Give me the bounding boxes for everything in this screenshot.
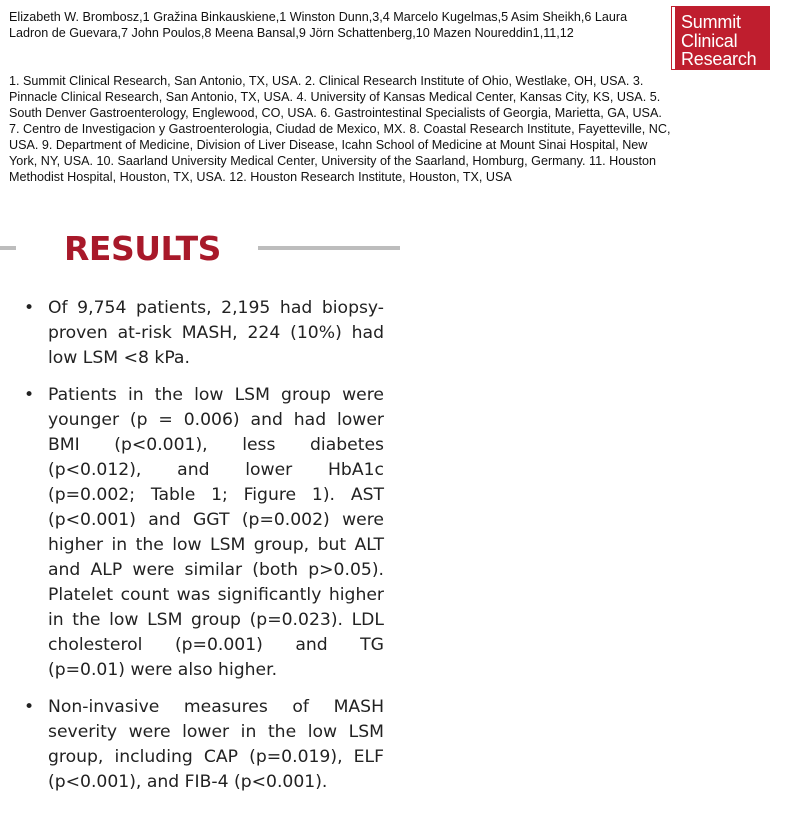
results-bullet-text: Non-invasive measures of MASH severity were lower in the low LSM group, including CAP (p=0.019), ELF (p<0.001), and FIB-4 (p<0.001). <box>48 697 384 792</box>
results-bullet-item <box>24 296 384 371</box>
logo-line-1: Summit <box>681 12 741 32</box>
results-bullet-item <box>24 695 384 795</box>
summit-clinical-research-logo <box>672 7 769 69</box>
bullet-icon: • <box>24 385 35 405</box>
section-rule-left <box>0 246 16 250</box>
bullet-icon: • <box>24 298 35 318</box>
results-bullet-list <box>24 296 384 807</box>
bullet-icon: • <box>24 697 35 717</box>
results-bullet-text: Patients in the low LSM group were younger (p = 0.006) and had lower BMI (p<0.001), less diabetes (p<0.012), and lower HbA1c (p=0.002; Table 1; Figure 1). AST (p<0.001) and GGT (p=0.002) were higher in the low LSM group, but ALT and ALP were similar (both p>0.05). Platelet count was significantly higher in the low LSM group (p=0.023). LDL cholesterol (p=0.001) and TG (p=0.01) were also higher. <box>48 385 384 680</box>
affiliation-list: 1. Summit Clinical Research, San Antonio, TX, USA. 2. Clinical Research Institute of Ohio, Westlake, OH, USA. 3. Pinnacle Clinical Research, San Antonio, TX, USA. 4. University of Kansas Medical Center, Kansas City, KS, USA. 5. South Denver Gastroenterology, Englewood, CO, USA. 6. Gastrointestinal Specialists of Georgia, Marietta, GA, USA. 7. Centro de Investigacion y Gastroenterologia, Ciudad de Mexico, MX. 8. Coastal Research Institute, Fayetteville, NC, USA. 9. Department of Medicine, Division of Liver Disease, Icahn School of Medicine at Mount Sinai Hospital, New York, NY, USA. 10. Saarland University Medical Center, University of the Saarland, Homburg, Germany. 11. Houston Methodist Hospital, Houston, TX, USA. 12. Houston Research Institute, Houston, TX, USA <box>9 74 671 184</box>
author-list: Elizabeth W. Brombosz,1 Gražina Binkauskiene,1 Winston Dunn,3,4 Marcelo Kugelmas,5 Asim Sheikh,6 Laura Ladron de Guevara,7 John Poulos,8 Meena Bansal,9 Jörn Schattenberg,10 Mazen Noureddin1,11,12 <box>9 10 628 40</box>
section-rule-right <box>258 246 400 250</box>
results-bullet-item <box>24 383 384 683</box>
results-heading: RESULTS <box>64 229 221 268</box>
logo-line-3: Research <box>681 49 757 69</box>
results-bullet-text: Of 9,754 patients, 2,195 had biopsy-proven at-risk MASH, 224 (10%) had low LSM <8 kPa. <box>48 298 384 368</box>
logo-line-2: Clinical <box>681 30 738 51</box>
